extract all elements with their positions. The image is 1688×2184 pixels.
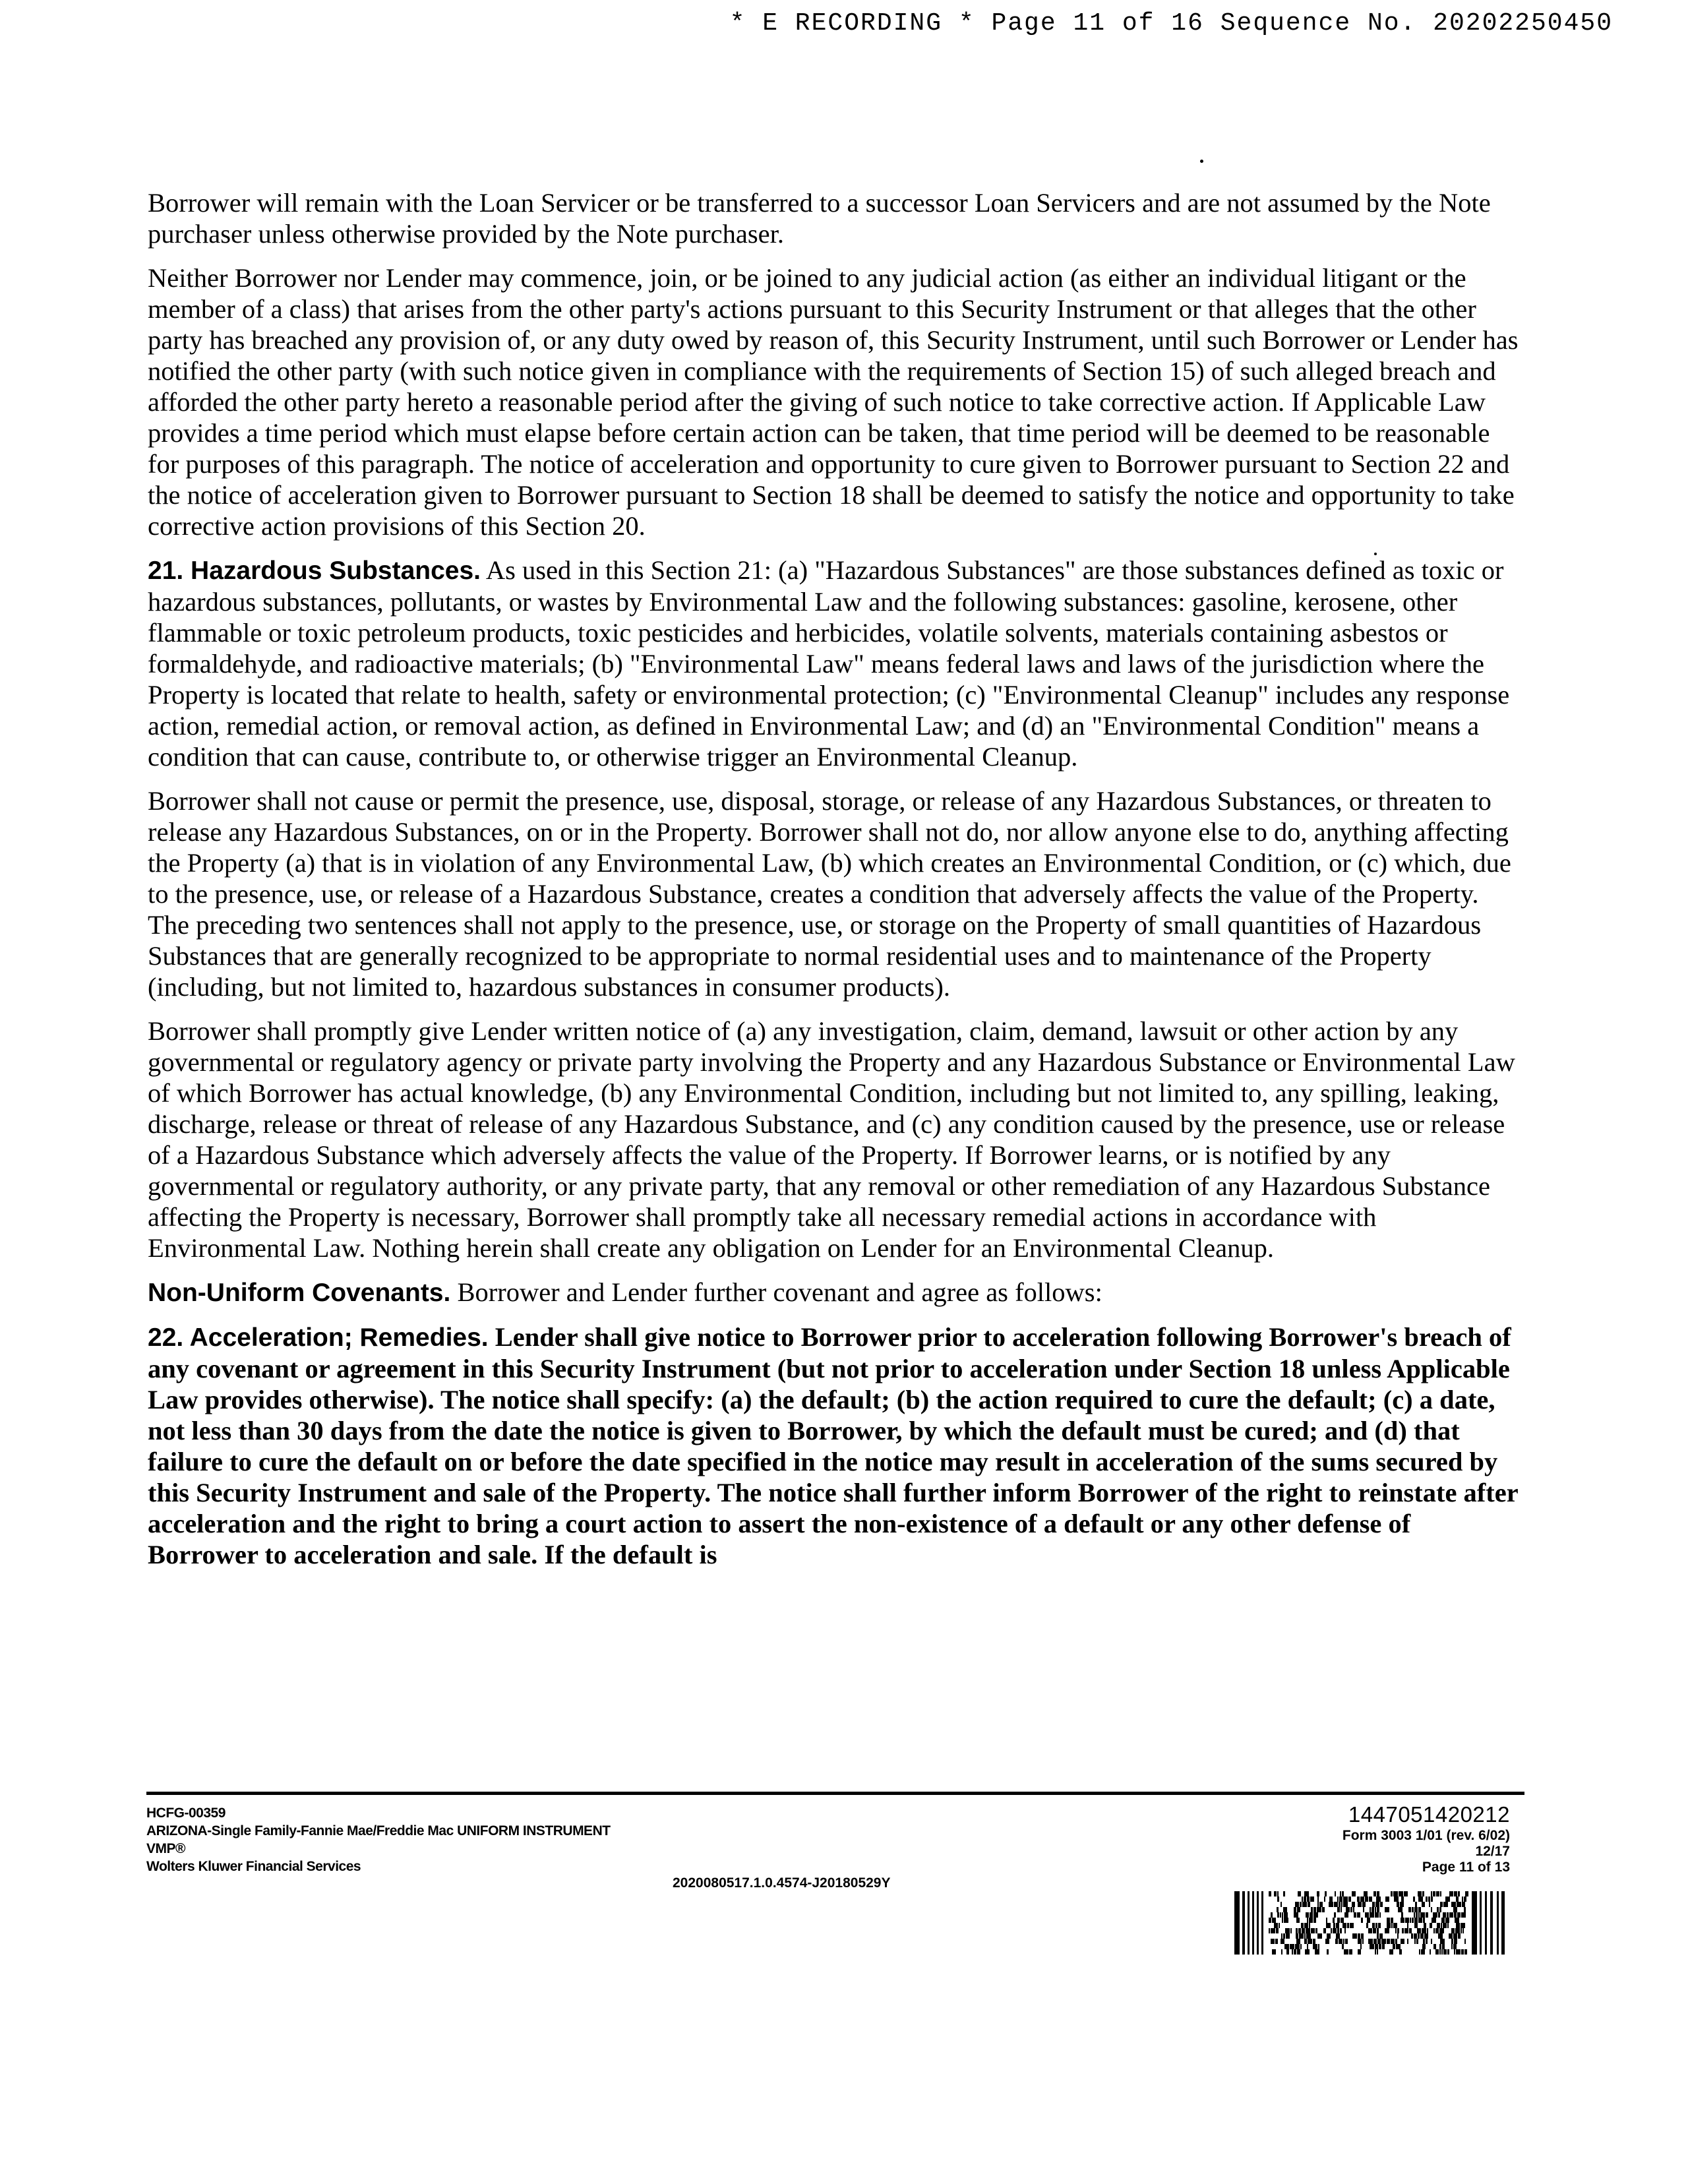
recording-header: * E RECORDING * Page 11 of 16 Sequence No. 20202250450 xyxy=(729,9,1613,38)
paragraph-judicial-action: Neither Borrower nor Lender may commence, join, or be joined to any judicial action (as either an individual litigant or the member of a class) that arises from the other party's actions pursuant to this Security Instrument or that alleges that the other party has breached any provision of, or any duty owed by reason of, this Security Instrument, until such Borrower or Lender has notified the other party (with such notice given in compliance with the requirements of Section 15) of such alleged breach and afforded the other party hereto a reasonable period after the giving of such notice to take corrective action. If Applicable Law provides a time period which must elapse before certain action can be taken, that time period will be deemed to be reasonable for purposes of this paragraph. The notice of acceleration and opportunity to cure given to Borrower pursuant to Section 22 and the notice of acceleration given to Borrower pursuant to Section 18 shall be deemed to satisfy the notice and opportunity to take corrective action provisions of this Section 20. xyxy=(148,263,1519,541)
section-21 xyxy=(148,555,1523,772)
instrument-name: ARIZONA-Single Family-Fannie Mae/Freddie Mac UNIFORM INSTRUMENT xyxy=(146,1823,611,1838)
paragraph-hazardous-notice: Borrower shall promptly give Lender written notice of (a) any investigation, claim, demand, lawsuit or other action by any governmental or regulatory agency or private party involving the Property and any Hazardous Substance or Environmental Law of which Borrower has actual knowledge, (b) any Environmental Condition, including but not limited to, any spilling, leaking, discharge, release or threat of release of any Hazardous Substance, and (c) any condition caused by the presence, use or release of a Hazardous Substance which adversely affects the value of the Property. If Borrower learns, or is notified by any governmental or regulatory authority, or any private party, that any removal or other remediation of any Hazardous Substance affecting the Property is necessary, Borrower shall promptly take all necessary remedial actions in accordance with Environmental Law. Nothing herein shall create any obligation on Lender for an Environmental Cleanup. xyxy=(148,1016,1515,1263)
scan-speck xyxy=(1200,160,1203,163)
form-id: HCFG-00359 xyxy=(146,1805,226,1821)
paragraph-loan-servicer: Borrower will remain with the Loan Servicer or be transferred to a successor Loan Servicers and are not assumed by the Note purchaser unless otherwise provided by the Note purchaser. xyxy=(148,188,1491,249)
form-number: Form 3003 1/01 (rev. 6/02) xyxy=(1342,1828,1510,1843)
form-date: 12/17 xyxy=(1475,1844,1510,1859)
section-21-body: As used in this Section 21: (a) "Hazardous Substances" are those substances defined as toxic or hazardous substances, pollutants, or wastes by Environmental Law and the following substances: gasoline, kerosene, other flammable or toxic petroleum products, toxic pesticides and herbicides, volatile solvents, materials containing asbestos or formaldehyde, and radioactive materials; (b) "Environmental Law" means federal laws and laws of the jurisdiction where the Property is located that relate to health, safety or environmental protection; (c) "Environmental Cleanup" includes any response action, remedial action, or removal action, as defined in Environmental Law; and (d) an "Environmental Condition" means a condition that can cause, contribute to, or otherwise trigger an Environmental Cleanup. xyxy=(148,555,1510,772)
footer-page-info xyxy=(1342,1802,1510,1875)
paragraph-hazardous-presence: Borrower shall not cause or permit the presence, use, disposal, storage, or release of any Hazardous Substances, or threaten to release any Hazardous Substances, on or in the Property. Borrower shall not do, nor allow anyone else to do, anything affecting the Property (a) that is in violation of any Environmental Law, (b) which creates an Environmental Condition, or (c) which, due to the presence, use, or release of a Hazardous Substance, creates a condition that adversely affects the value of the Property. The preceding two sentences shall not apply to the presence, use, or storage on the Property of small quantities of Hazardous Substances that are generally recognized to be appropriate to normal residential uses and to maintenance of the Property (including, but not limited to, hazardous substances in consumer products). xyxy=(148,786,1511,1002)
non-uniform-covenants-body: Borrower and Lender further covenant and agree as follows: xyxy=(457,1277,1102,1307)
non-uniform-covenants-heading: Non-Uniform Covenants. xyxy=(148,1279,451,1307)
page-number: Page 11 of 13 xyxy=(1422,1860,1510,1875)
section-22-body: Lender shall give notice to Borrower prior to acceleration following Borrower's breach of any covenant or agreement in this Security Instrument (but not prior to acceleration under Section 18 unless Applicable Law provides otherwise). The notice shall specify: (a) the default; (b) the action required to cure the default; (c) a date, not less than 30 days from the date the notice is given to Borrower, by which the default must be cured; and (d) that failure to cure the default on or before the date specified in the notice may result in acceleration of the sums secured by this Security Instrument and sale of the Property. The notice shall further inform Borrower of the right to reinstate after acceleration and the right to bring a court action to assert the non-existence of a default or any other defense of Borrower to acceleration and sale. If the default is xyxy=(148,1322,1518,1569)
non-uniform-covenants xyxy=(148,1277,1523,1308)
document-code: 2020080517.1.0.4574-J20180529Y xyxy=(673,1875,891,1891)
section-22-heading: 22. Acceleration; Remedies. xyxy=(148,1323,489,1352)
barcode xyxy=(1234,1891,1505,1955)
publisher: Wolters Kluwer Financial Services xyxy=(146,1859,361,1874)
document-body xyxy=(148,187,1523,1583)
section-22 xyxy=(148,1321,1523,1570)
footer-form-info xyxy=(146,1804,611,1875)
footer-divider xyxy=(146,1792,1524,1795)
vmp-mark: VMP® xyxy=(146,1841,185,1856)
section-21-heading: 21. Hazardous Substances. xyxy=(148,557,481,585)
loan-number: 1447051420212 xyxy=(1348,1802,1510,1827)
